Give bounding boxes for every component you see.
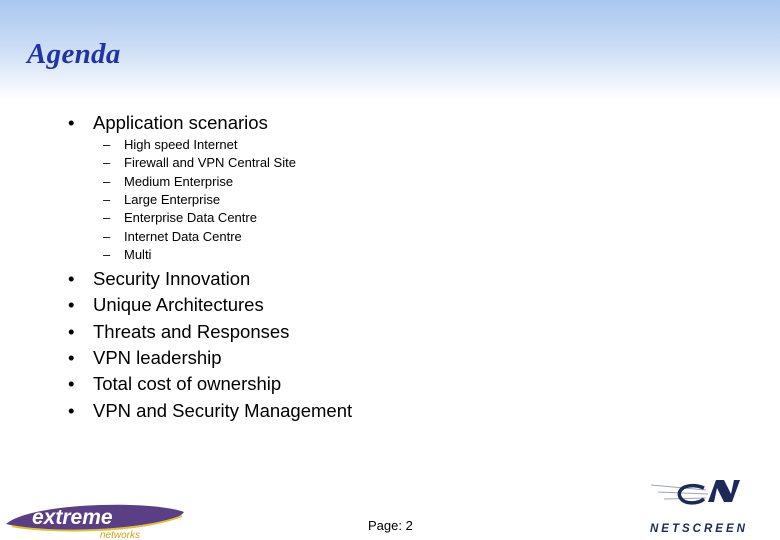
dash-icon: – (103, 210, 111, 225)
bullet-icon: • (68, 294, 75, 315)
dash-icon: – (103, 174, 111, 189)
dash-icon: – (103, 192, 111, 207)
logo-subword: networks (100, 530, 141, 540)
bullet-icon: • (68, 321, 75, 342)
logo-n-mark (708, 480, 740, 502)
dash-icon: – (103, 155, 111, 170)
logo-streak (658, 492, 708, 494)
dash-icon: – (103, 247, 111, 262)
slide-title: Agenda (27, 38, 121, 70)
bullet-icon: • (68, 112, 75, 133)
logo-wordmark: extreme (32, 506, 113, 529)
dash-icon: – (103, 137, 111, 152)
bullet-icon: • (68, 268, 75, 289)
logo-streak (664, 498, 706, 499)
dash-icon: – (103, 229, 111, 244)
extreme-networks-logo (2, 500, 188, 540)
bullet-icon: • (68, 347, 75, 368)
logo-arc (679, 486, 704, 503)
page-number: Page: 2 (368, 518, 413, 533)
bullet-icon: • (68, 400, 75, 421)
netscreen-wordmark: NETSCREEN (650, 523, 748, 535)
bullet-icon: • (68, 373, 75, 394)
